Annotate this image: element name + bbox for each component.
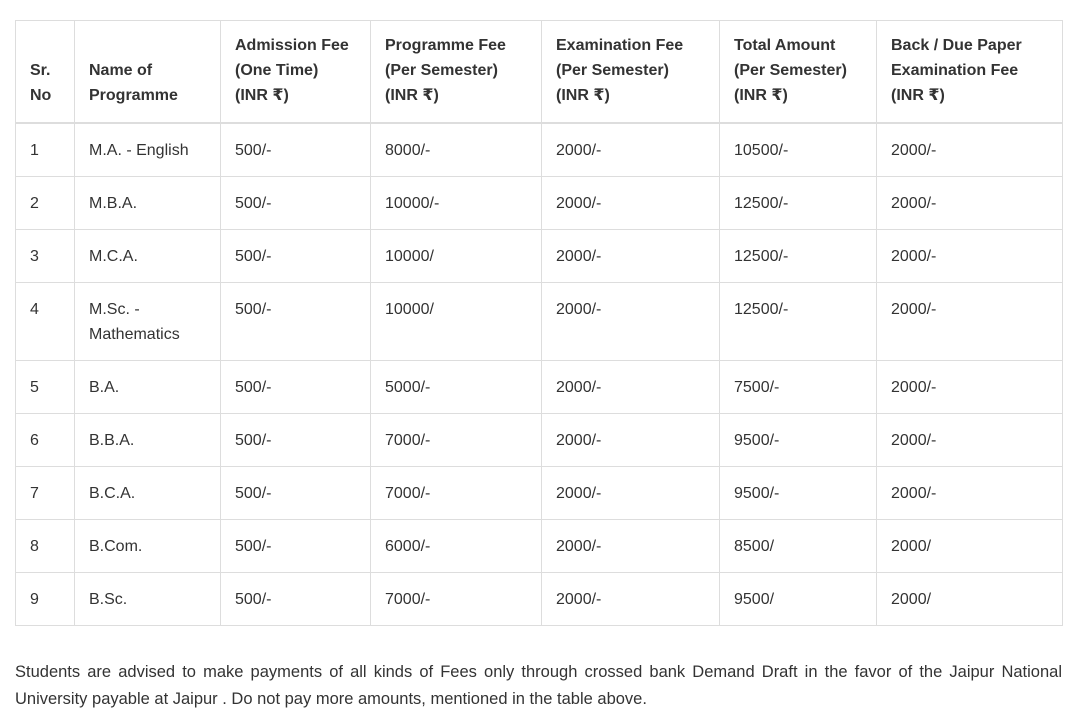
cell-total-amount: 9500/-	[720, 413, 877, 466]
cell-programme-fee: 7000/-	[371, 572, 542, 625]
cell-examination-fee: 2000/-	[542, 123, 720, 177]
cell-programme-name: B.Com.	[75, 519, 221, 572]
cell-programme-fee: 7000/-	[371, 466, 542, 519]
cell-programme-name: B.Sc.	[75, 572, 221, 625]
cell-back-paper-fee: 2000/	[877, 519, 1063, 572]
cell-examination-fee: 2000/-	[542, 466, 720, 519]
table-row	[16, 176, 1063, 229]
cell-total-amount: 7500/-	[720, 360, 877, 413]
cell-examination-fee: 2000/-	[542, 413, 720, 466]
cell-sr-no: 6	[16, 413, 75, 466]
cell-sr-no: 8	[16, 519, 75, 572]
cell-admission-fee: 500/-	[221, 229, 371, 282]
cell-sr-no: 3	[16, 229, 75, 282]
cell-programme-name: B.A.	[75, 360, 221, 413]
table-header-row	[16, 21, 1063, 123]
cell-programme-fee: 8000/-	[371, 123, 542, 177]
table-row	[16, 572, 1063, 625]
header-examination-fee: Examination Fee (Per Semester) (INR ₹)	[542, 21, 720, 123]
cell-admission-fee: 500/-	[221, 519, 371, 572]
cell-examination-fee: 2000/-	[542, 360, 720, 413]
cell-programme-fee: 10000/-	[371, 176, 542, 229]
cell-sr-no: 4	[16, 282, 75, 360]
fee-table-container	[15, 20, 1062, 626]
table-row	[16, 413, 1063, 466]
cell-back-paper-fee: 2000/-	[877, 466, 1063, 519]
cell-sr-no: 7	[16, 466, 75, 519]
cell-admission-fee: 500/-	[221, 413, 371, 466]
cell-back-paper-fee: 2000/-	[877, 229, 1063, 282]
header-programme-name: Name of Programme	[75, 21, 221, 123]
cell-examination-fee: 2000/-	[542, 572, 720, 625]
cell-back-paper-fee: 2000/-	[877, 413, 1063, 466]
cell-admission-fee: 500/-	[221, 572, 371, 625]
table-row	[16, 229, 1063, 282]
table-row	[16, 360, 1063, 413]
cell-examination-fee: 2000/-	[542, 176, 720, 229]
header-admission-fee: Admission Fee (One Time) (INR ₹)	[221, 21, 371, 123]
cell-admission-fee: 500/-	[221, 360, 371, 413]
cell-back-paper-fee: 2000/-	[877, 176, 1063, 229]
table-row	[16, 466, 1063, 519]
cell-programme-name: M.Sc. - Mathematics	[75, 282, 221, 360]
cell-admission-fee: 500/-	[221, 123, 371, 177]
cell-total-amount: 12500/-	[720, 176, 877, 229]
cell-back-paper-fee: 2000/-	[877, 123, 1063, 177]
cell-sr-no: 2	[16, 176, 75, 229]
cell-total-amount: 12500/-	[720, 282, 877, 360]
cell-admission-fee: 500/-	[221, 282, 371, 360]
cell-programme-fee: 10000/	[371, 229, 542, 282]
table-row	[16, 123, 1063, 177]
cell-programme-name: M.B.A.	[75, 176, 221, 229]
cell-total-amount: 12500/-	[720, 229, 877, 282]
cell-sr-no: 1	[16, 123, 75, 177]
cell-admission-fee: 500/-	[221, 176, 371, 229]
cell-admission-fee: 500/-	[221, 466, 371, 519]
cell-programme-fee: 5000/-	[371, 360, 542, 413]
cell-examination-fee: 2000/-	[542, 519, 720, 572]
cell-programme-name: B.B.A.	[75, 413, 221, 466]
table-row	[16, 282, 1063, 360]
table-row	[16, 519, 1063, 572]
header-total-amount: Total Amount (Per Semester) (INR ₹)	[720, 21, 877, 123]
cell-back-paper-fee: 2000/-	[877, 282, 1063, 360]
cell-back-paper-fee: 2000/	[877, 572, 1063, 625]
header-back-paper-fee: Back / Due Paper Examination Fee (INR ₹)	[877, 21, 1063, 123]
cell-total-amount: 8500/	[720, 519, 877, 572]
cell-programme-name: B.C.A.	[75, 466, 221, 519]
cell-programme-fee: 10000/	[371, 282, 542, 360]
cell-back-paper-fee: 2000/-	[877, 360, 1063, 413]
cell-total-amount: 9500/	[720, 572, 877, 625]
cell-total-amount: 9500/-	[720, 466, 877, 519]
payment-advisory-note: Students are advised to make payments of all kinds of Fees only through crossed bank Demand Draft in the favor of the Jaipur National University payable at Jaipur . Do not pay more amounts, mentioned in the table above.	[15, 662, 1062, 708]
cell-programme-name: M.A. - English	[75, 123, 221, 177]
header-sr-no: Sr. No	[16, 21, 75, 123]
cell-examination-fee: 2000/-	[542, 229, 720, 282]
cell-examination-fee: 2000/-	[542, 282, 720, 360]
cell-total-amount: 10500/-	[720, 123, 877, 177]
cell-programme-fee: 6000/-	[371, 519, 542, 572]
cell-programme-fee: 7000/-	[371, 413, 542, 466]
cell-sr-no: 5	[16, 360, 75, 413]
fee-structure-table	[15, 20, 1063, 626]
cell-sr-no: 9	[16, 572, 75, 625]
header-programme-fee: Programme Fee (Per Semester) (INR ₹)	[371, 21, 542, 123]
cell-programme-name: M.C.A.	[75, 229, 221, 282]
